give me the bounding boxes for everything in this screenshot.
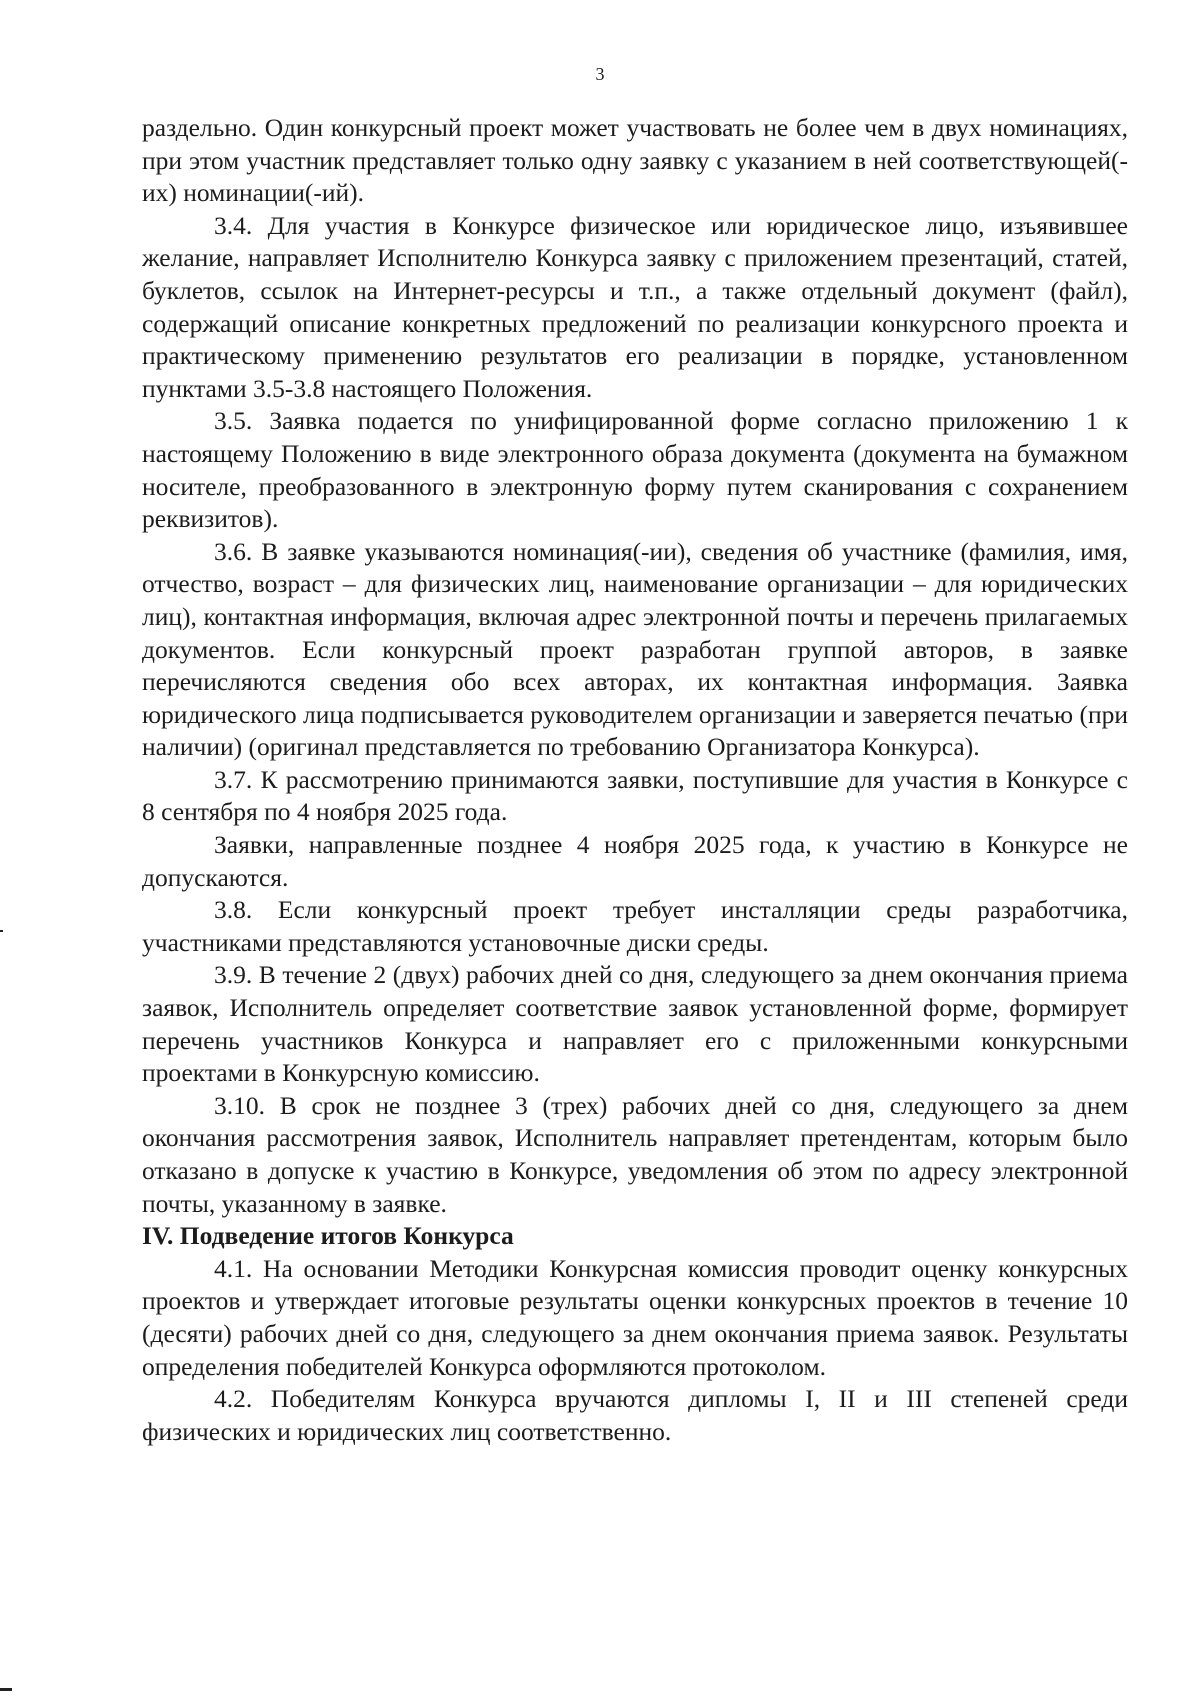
page-number: 3: [595, 64, 605, 84]
section-heading: IV. Подведение итогов Конкурса: [142, 1221, 514, 1251]
paragraph: 3.8. Если конкурсный проект требует инсталляции среды разработчика, участниками представляются установочные диски среды.: [142, 895, 1128, 957]
paragraph: Заявки, направленные позднее 4 ноября 2025 года, к участию в Конкурсе не допускаются.: [142, 830, 1128, 892]
paragraph: 3.10. В срок не позднее 3 (трех) рабочих дней со дня, следующего за днем окончания рассмотрения заявок, Исполнитель направляет претендентам, которым было отказано в допуске к участию в Конкурсе, уведомления об этом по адресу электронной почты, указанному в заявке.: [142, 1090, 1128, 1218]
paragraph: 3.4. Для участия в Конкурсе физическое или юридическое лицо, изъявившее желание, направляет Исполнителю Конкурса заявку с приложением презентаций, статей, буклетов, ссылок на Интернет-ресурсы и т.п., а также отдельный документ (файл), содержащий описание конкретных предложений по реализации конкурсного проекта и практическому применению результатов его реализации в порядке, установленном пунктами 3.5-3.8 настоящего Положения.: [142, 210, 1128, 403]
paragraph: раздельно. Один конкурсный проект может участвовать не более чем в двух номинациях, при этом участник представляет только одну заявку с указанием в ней соответствующей(-их) номинации(-ий).: [142, 113, 1128, 208]
paragraph: 3.6. В заявке указываются номинация(-ии), сведения об участнике (фамилия, имя, отчество, возраст – для физических лиц, наименование организации – для юридических лиц), контактная информация, включая адрес электронной почты и перечень прилагаемых документов. Если конкурсный проект разработан группой авторов, в заявке перечисляются сведения обо всех авторах, их контактная информация. Заявка юридического лица подписывается руководителем организации и заверяется печатью (при наличии) (оригинал представляется по требованию Организатора Конкурса).: [142, 536, 1128, 762]
paragraph: 3.9. В течение 2 (двух) рабочих дней со дня, следующего за днем окончания приема заявок, Исполнитель определяет соответствие заявок установленной форме, формирует перечень участников Конкурса и направляет его с приложенными конкурсными проектами в Конкурсную комиссию.: [142, 960, 1128, 1088]
section-4-paragraphs: [142, 1253, 1128, 1449]
paragraph: 4.1. На основании Методики Конкурсная комиссия проводит оценку конкурсных проектов и утверждает итоговые результаты оценки конкурсных проектов в течение 10 (десяти) рабочих дней со дня, следующего за днем окончания приема заявок. Результаты определения победителей Конкурса оформляются протоколом.: [142, 1253, 1128, 1381]
document-body: [142, 112, 1128, 1448]
paragraph: 3.7. К рассмотрению принимаются заявки, поступившие для участия в Конкурсе с 8 сентября по 4 ноября 2025 года.: [142, 764, 1128, 827]
section-3-paragraphs: [142, 112, 1128, 1220]
paragraph: 3.5. Заявка подается по унифицированной форме согласно приложению 1 к настоящему Положению в виде электронного образа документа (документа на бумажном носителе, преобразованного в электронную форму путем сканирования с сохранением реквизитов).: [142, 406, 1128, 534]
scan-edge-mark: [0, 1688, 12, 1691]
paragraph: 4.2. Победителям Конкурса вручаются дипломы I, II и III степеней среди физических и юридических лиц соответственно.: [142, 1384, 1128, 1446]
scan-edge-mark: [0, 930, 3, 932]
